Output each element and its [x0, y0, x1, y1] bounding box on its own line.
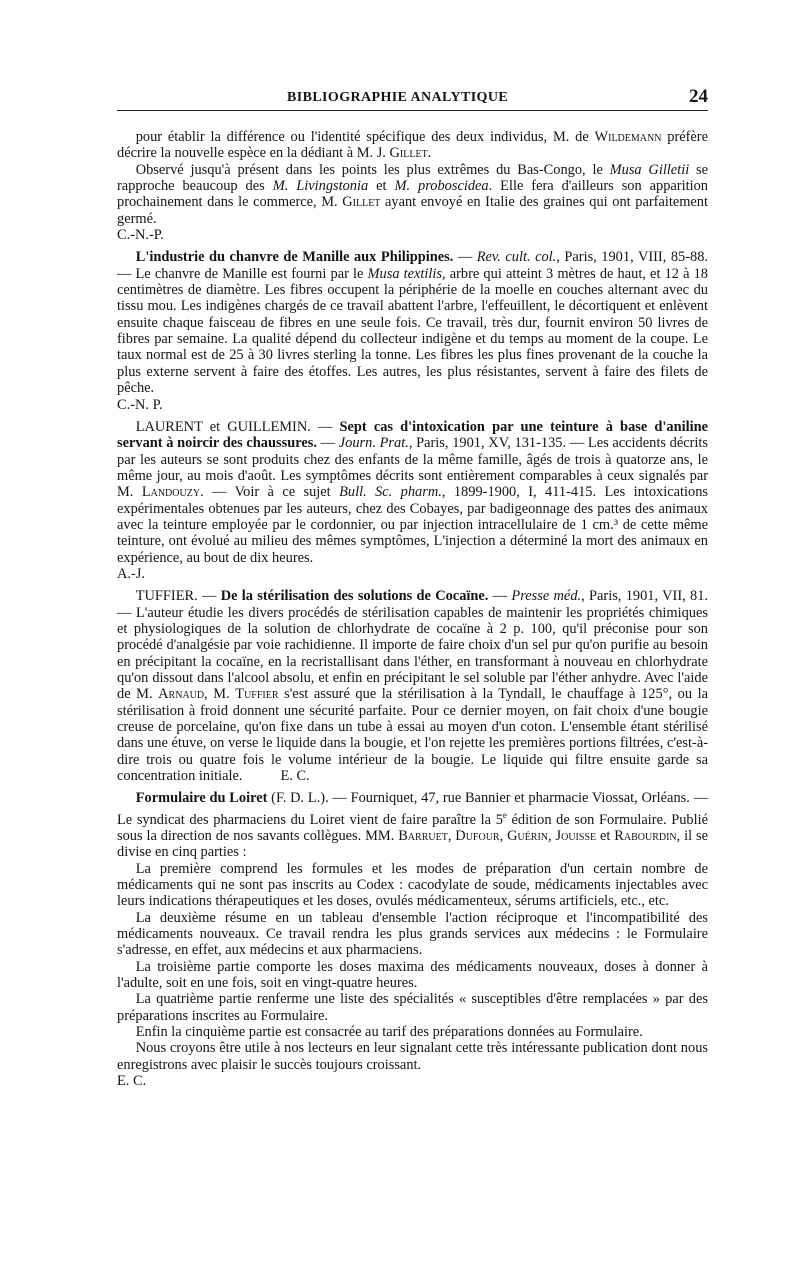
article-body: [117, 129, 708, 1089]
citation-text: Journ. Prat.: [338, 435, 409, 452]
entry-text: , il se divise en cinq parties :: [117, 827, 708, 861]
bibliography-entry: [117, 129, 708, 243]
entry-text: ayant envoyé en Italie des graines qui ont parfaitement germé.: [117, 194, 708, 227]
entry-paragraph: [117, 790, 708, 860]
entry-title: Formulaire du Loiret: [135, 790, 268, 807]
entry-paragraph: [117, 1040, 708, 1073]
citation-text: Bull. Sc. pharm.: [339, 484, 442, 501]
citation-text: Musa textilis: [367, 265, 443, 282]
entry-text: , Paris, 1901, VIII, 85-88. — Le chanvre de Manille est fourni par le: [117, 249, 709, 282]
entry-text: La troisième partie comporte les doses maxima des médicaments nouveaux, doses à donner à l'adulte, soit en une fois, soit en vingt-quatre heures.: [117, 958, 708, 991]
entry-paragraph: [117, 991, 708, 1024]
entry-text: préfère décrire la nouvelle espèce en la dédiant à M. J.: [117, 129, 708, 162]
entry-text: (F. D. L.). — Fourniquet, 47, rue Bannier et pharmacie Viossat, Orléans. — Le syndicat des pharmaciens du Loiret vient de faire paraître la 5: [117, 790, 708, 828]
entry-text: Observé jusqu'à présent dans les points les plus extrêmes du Bas-Congo, le: [135, 161, 610, 178]
author-name: Jouisse: [555, 827, 597, 844]
entry-text: s'est assuré que la stérilisation à la Tyndall, le chauffage à 125°, ou la stérilisation à froid donnent une sécurité parfaite. Pour ce dernier moyen, on fait choix d'une bougie creuse de porcelaine, qu'on fixe dans un tube à essai au moyen d'un coton. L'ensemble étant stérilisé dans une étuve, on verse le liquide dans la bougie, et l'on rejette les premières portions filtrées, c'est-à-dire trois ou quatre fois le volume intérieur de la bougie. Le liquide qui filtre ensuite garde sa concentration initiale.: [117, 686, 709, 785]
entry-title: De la stérilisation des solutions de Cocaïne.: [220, 588, 489, 605]
entry-text: —: [197, 588, 221, 605]
bibliography-entry: [117, 790, 708, 1089]
entry-title: L'industrie du chanvre de Manille aux Philippines.: [135, 249, 454, 266]
entry-text: pour établir la différence ou l'identité spécifique des deux individus, M. de: [135, 129, 595, 145]
entry-text: , Paris, 1901, VII, 81. — L'auteur étudie les divers procédés de stérilisation capables de maintenir les propriétés chimiques et physiologiques de la solution de chlorhydrate de cocaïne à 2 p. 100, qu'il préconise pour son procédé d'analgésie par voie rachidienne. Il importe de faire choix d'un sel pur qu'on purifie au besoin en précipitant la cocaïne, en la recristallisant dans l'éther, en transformant à nouveau en chlorhydrate qu'on dissout dans l'alcool absolu, et enfin en précipitant le sel soluble par l'éther anhydre. Avec l'aide de M.: [117, 588, 709, 703]
entry-signature: E. C.: [117, 1073, 147, 1090]
citation-text: Presse méd.: [511, 588, 582, 605]
entry-text: e: [502, 809, 507, 820]
entry-text: et: [368, 178, 395, 195]
page-number: 24: [689, 86, 708, 107]
citation-text: M. Livingstonia: [272, 178, 369, 195]
entry-paragraph: [117, 249, 708, 396]
entry-text: ,: [548, 827, 556, 844]
entry-paragraph: [117, 861, 708, 910]
entry-text: TUFFIER.: [135, 588, 198, 605]
entry-signature: E. C.: [280, 768, 310, 785]
running-title: BIBLIOGRAPHIE ANALYTIQUE: [287, 90, 509, 105]
page-header: [117, 84, 708, 111]
author-name: Wildemann: [594, 129, 662, 145]
entry-paragraph: [117, 162, 708, 227]
author-name: Barruet: [398, 827, 448, 844]
entry-title: Sept cas d'intoxication par une teinture à base d'aniline servant à noircir des chaussures.: [117, 418, 708, 452]
entry-text: Nous croyons être utile à nos lecteurs en leur signalant cette très intéressante publication dont nous enregistrons avec plaisir le succès toujours croissant.: [117, 1040, 708, 1073]
bibliography-entry: [117, 419, 708, 582]
entry-text: ,: [447, 827, 456, 844]
entry-text: Enfin la cinquième partie est consacrée au tarif des préparations données au Formulaire.: [135, 1024, 643, 1041]
entry-text: et: [596, 827, 615, 844]
author-name: Tuffier: [235, 686, 279, 703]
citation-text: Musa Gilletii: [609, 161, 690, 178]
entry-text: , 1899-1900, I, 411-415. Les intoxications expérimentales obtenues par les auteurs, chez des Cobayes, par badigeonnage des pattes des animaux avec la teinture employée par le cordonnier, ou par injection intracellulaire de 1 cm.³ de cette même teinture, ont évolué au milieu des mêmes symptômes, L'injection a déterminé la mort des animaux en expérience, au bout de dix heures.: [117, 484, 708, 566]
entry-text: , arbre qui atteint 3 mètres de haut, et 12 à 18 centimètres de diamètre. Les fibres occupent la périphérie de la moelle en couches alternant avec du tissu mou. Les indigènes chargés de ce travail abattent l'arbre, l'effeuillent, le décortiquent et enlèvent ensuite chaque faisceau de fibres en une seule fois. Ce travail, très dur, fournit environ 50 livres de fibres par semaine. La qualité dépend du collecteur indigène et du temps au moment de la coupe. Le taux normal est de 25 à 30 livres sterling la tonne. Les fibres les plus fines provenant de la couche la plus externe servent à faire des étoffes. Les autres, les plus résistantes, servent à faire des filets de pêche.: [117, 265, 708, 397]
entry-signature: A.-J.: [117, 565, 145, 582]
entry-text: LAURENT et GUILLEMIN.: [135, 418, 311, 435]
entry-text: —: [316, 435, 339, 452]
entry-paragraph: [117, 910, 708, 959]
entry-signature: C.-N.-P.: [117, 227, 164, 244]
author-name: Gillet: [389, 145, 428, 162]
entry-paragraph: [117, 588, 708, 784]
entry-text: édition de son Formulaire. Publié sous la direction de nos savants collègues. MM.: [117, 811, 708, 844]
entry-text: —: [310, 418, 340, 435]
entry-text: , Paris, 1901, XV, 131-135. — Les accidents décrits par les auteurs se sont produits chez des enfants de la même famille, âgés de trois à quatorze ans, le même jour, au mois d'août. Les symptômes décrits sont entièrement comparables à ceux signalés par M.: [117, 435, 708, 501]
entry-text: La deuxième résume en un tableau d'ensemble l'action réciproque et l'incompatibilité des médicaments nouveaux. Ce travail rendra les plus grands services aux médecins : le Formulaire s'adresse, en effet, aux médecins et aux pharmaciens.: [117, 909, 708, 959]
entry-text: . — Voir à ce sujet: [200, 484, 340, 501]
bibliography-entry: [117, 588, 708, 784]
citation-text: M. proboscidea: [394, 178, 489, 195]
author-name: Gillet: [342, 194, 381, 211]
author-name: Guérin: [507, 827, 549, 844]
entry-text: La quatrième partie renferme une liste des spécialités « susceptibles d'être remplacées » par des préparations inscrites au Formulaire.: [117, 991, 708, 1024]
bibliography-entry: [117, 249, 708, 412]
entry-text: .: [427, 145, 432, 162]
entry-text: , M.: [204, 686, 236, 703]
entry-text: —: [488, 588, 512, 605]
author-name: Landouzy: [141, 484, 201, 501]
author-name: Dufour: [455, 827, 500, 844]
author-name: Arnaud: [158, 686, 205, 703]
entry-text: La première comprend les formules et les modes de préparation d'un certain nombre de médicaments qui ne sont pas inscrits au Codex : cacodylate de soude, médicaments injectables avec leurs indications thérapeutiques et les doses, ovulés médicamenteux, sérums artificiels, etc., etc.: [117, 860, 708, 910]
entry-text: . Elle fera d'ailleurs son apparition prochainement dans le commerce, M.: [117, 178, 708, 211]
entry-text: se rapproche beaucoup des: [117, 161, 708, 195]
citation-text: Rev. cult. col.: [476, 249, 557, 266]
entry-paragraph: [117, 419, 708, 566]
entry-signature: C.-N. P.: [117, 396, 163, 413]
entry-text: —: [453, 249, 477, 266]
author-name: Rabourdin: [614, 827, 677, 844]
entry-paragraph: [117, 959, 708, 992]
entry-text: ,: [499, 827, 508, 844]
entry-paragraph: [117, 1024, 708, 1040]
entry-paragraph: [117, 129, 708, 162]
